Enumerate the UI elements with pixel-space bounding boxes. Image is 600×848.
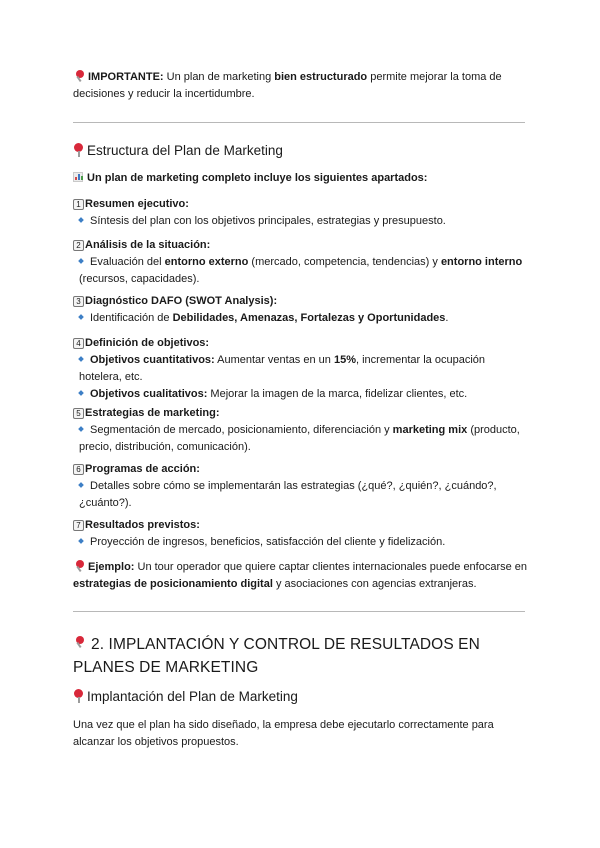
item-title: Resumen ejecutivo: — [85, 198, 189, 210]
keycap-number-icon: 6 — [73, 464, 84, 475]
bullet-text: (producto, precio, distribución, comunicación). — [79, 424, 520, 453]
bullet-bold: 15% — [333, 354, 356, 366]
bullet-icon — [78, 258, 84, 264]
round-pushpin-icon — [73, 689, 83, 703]
bullet-icon — [78, 426, 84, 432]
bullet-text: Evaluación del — [90, 256, 165, 268]
bullet-point — [73, 213, 528, 230]
bullet-point — [73, 422, 528, 456]
bullet-text: Síntesis del plan con los objetivos principales, estrategias y presupuesto. — [90, 215, 446, 227]
bullet-bold: Objetivos cualitativos: — [90, 388, 208, 400]
list-item — [73, 237, 528, 288]
keycap-number-icon: 3 — [73, 296, 84, 307]
item-title: Estrategias de marketing: — [85, 407, 220, 419]
list-item — [73, 405, 528, 456]
keycap-number-icon: 2 — [73, 240, 84, 251]
item-title: Resultados previstos: — [85, 519, 200, 531]
pushpin-icon — [73, 560, 84, 571]
structure-intro — [73, 170, 528, 187]
bullet-point — [73, 478, 528, 512]
bullet-bold: entorno externo — [164, 256, 249, 268]
section-heading — [73, 633, 528, 679]
bullet-text: . — [445, 312, 449, 324]
important-bold: bien estructurado — [274, 71, 368, 83]
section-title: 2. IMPLANTACIÓN Y CONTROL DE RESULTADOS EN PLANES DE MARKETING — [73, 636, 480, 676]
bar-chart-icon — [73, 172, 83, 182]
bullet-bold: Debilidades, Amenazas, Fortalezas y Oportunidades — [172, 312, 446, 324]
list-item — [73, 196, 528, 230]
list-item — [73, 293, 528, 327]
divider — [73, 122, 525, 123]
structure-intro-text: Un plan de marketing completo incluye los siguientes apartados: — [87, 172, 428, 184]
bullet-point — [73, 352, 528, 386]
structure-heading — [73, 142, 528, 160]
implementation-body: Una vez que el plan ha sido diseñado, la empresa debe ejecutarlo correctamente para alcanzar los objetivos propuestos. — [73, 719, 494, 748]
example-text: Un tour operador que quiere captar clientes internacionales puede enfocarse en — [134, 561, 528, 573]
bullet-icon — [78, 482, 84, 488]
example-note — [73, 559, 528, 593]
keycap-number-icon: 4 — [73, 338, 84, 349]
bullet-text: Mejorar la imagen de la marca, fidelizar clientes, etc. — [207, 388, 468, 400]
example-bold: estrategias de posicionamiento digital — [73, 578, 273, 590]
bullet-text: (mercado, competencia, tendencias) y — [248, 256, 441, 268]
item-title: Análisis de la situación: — [85, 239, 211, 251]
bullet-point — [73, 254, 528, 288]
bullet-text: Detalles sobre cómo se implementarán las estrategias (¿qué?, ¿quién?, ¿cuándo?, ¿cuánto?). — [79, 480, 497, 509]
keycap-number-icon: 1 — [73, 199, 84, 210]
item-title: Programas de acción: — [85, 463, 200, 475]
bullet-text: (recursos, capacidades). — [79, 273, 200, 285]
bullet-bold: Objetivos cuantitativos: — [90, 354, 215, 366]
structure-title: Estructura del Plan de Marketing — [87, 143, 283, 158]
bullet-icon — [78, 390, 84, 396]
list-item — [73, 461, 528, 512]
important-note — [73, 69, 528, 103]
bullet-text: , incrementar la ocupación hotelera, etc. — [79, 354, 485, 383]
keycap-number-icon: 7 — [73, 520, 84, 531]
bullet-text: Proyección de ingresos, beneficios, satisfacción del cliente y fidelización. — [90, 536, 446, 548]
important-text-end: permite mejorar la toma de decisiones y reducir la incertidumbre. — [73, 71, 502, 100]
pushpin-icon — [73, 636, 87, 650]
bullet-icon — [78, 217, 84, 223]
important-text: Un plan de marketing — [163, 71, 275, 83]
item-title: Definición de objetivos: — [85, 337, 210, 349]
item-title: Diagnóstico DAFO (SWOT Analysis): — [85, 295, 278, 307]
divider — [73, 611, 525, 612]
bullet-icon — [78, 314, 84, 320]
bullet-bold: marketing mix — [392, 424, 468, 436]
list-item — [73, 517, 528, 551]
bullet-icon — [78, 356, 84, 362]
list-item — [73, 335, 528, 403]
implementation-heading — [73, 688, 528, 706]
bullet-bold: entorno interno — [440, 256, 523, 268]
bullet-text: Identificación de — [90, 312, 173, 324]
bullet-point — [73, 386, 528, 403]
keycap-number-icon: 5 — [73, 408, 84, 419]
important-label: IMPORTANTE: — [88, 71, 164, 83]
bullet-text: Segmentación de mercado, posicionamiento, diferenciación y — [90, 424, 393, 436]
pushpin-icon — [73, 70, 84, 81]
example-text-end: y asociaciones con agencias extranjeras. — [272, 578, 477, 590]
implementation-title: Implantación del Plan de Marketing — [87, 689, 298, 704]
bullet-text: Aumentar ventas en un — [214, 354, 334, 366]
round-pushpin-icon — [73, 143, 83, 157]
bullet-icon — [78, 538, 84, 544]
bullet-point — [73, 310, 528, 327]
example-label: Ejemplo: — [88, 561, 135, 573]
bullet-point — [73, 534, 528, 551]
